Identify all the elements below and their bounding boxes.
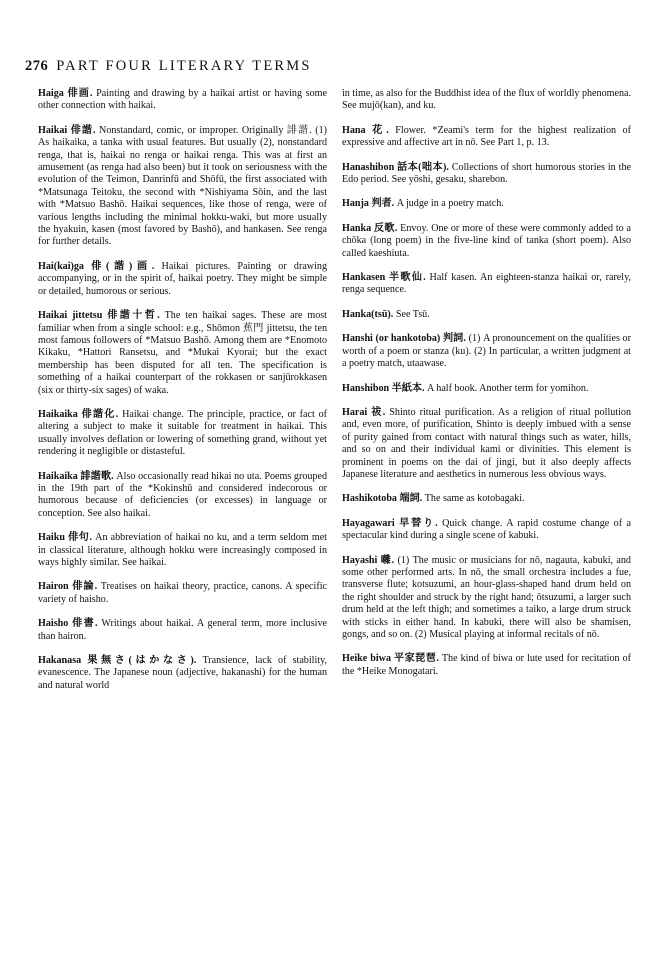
- entry-headword: Hanshi: [342, 333, 373, 345]
- glossary-entry: [38, 532, 327, 569]
- entry-definition: Haikai change. The principle, practice, or fact of altering a subject to make it suitable for treatment in haikai. This usually involves deflation or lowering of something grand, without yet rendering it negligible or distasteful.: [38, 408, 328, 458]
- entry-japanese: 平家琵琶.: [394, 653, 439, 665]
- entry-headword: Haiku: [38, 532, 65, 544]
- entry-japanese: 誹諧歌.: [80, 470, 114, 482]
- entry-definition: The ten haikai sages. These are most familiar when from a single school: e.g., Shōmon 蕉門 jittetsu, the ten most famous followers of *Matsuo Bashō. Among them are *Enomoto Kikaku, *Hattori Ransetsu, and *Mukai Kyorai; but the exact membership has been disputed for all ten. The specification is something of a haikai counterpart of the rokkasen or sanjūrokkasen (six or thirty-six sages) of waka.: [38, 310, 327, 396]
- entry-headword: Hanshibon: [342, 382, 390, 394]
- running-header: [25, 58, 312, 75]
- entry-japanese: 俳諧化.: [81, 408, 119, 420]
- glossary-entry: [342, 493, 631, 505]
- entry-definition: A half book. Another term for yomihon.: [427, 382, 589, 394]
- entry-headword: Hanashibon: [342, 161, 395, 173]
- glossary-entry: [342, 309, 631, 321]
- glossary-entry: [38, 581, 327, 606]
- entry-definition: Shinto ritual purification. As a religion of ritual pollution and, even more, of purification, Shinto is deeply imbued with a sense of purity gained from contact with natural things such as water, hills, and so on and their individual kami or divinities. This element is prominent in poems on the dai of jingi, but it also deeply affects Japanese literature and aesthetics in numerous less obvious ways.: [342, 406, 632, 480]
- entry-headword: Haikaika: [38, 470, 78, 482]
- glossary-entry: [342, 198, 631, 210]
- glossary-entry: [342, 272, 631, 297]
- entry-definition: (1) A pronouncement on the qualities or worth of a poem or stanza (ku). (2) In particular, a written judgment at a poetry match, utaawase.: [342, 333, 631, 370]
- entry-headword: Hanka: [342, 222, 372, 234]
- entry-definition: in time, as also for the Buddhist idea of the flux of worldly phenomena. See mujō(kan), and ku.: [342, 88, 632, 112]
- entry-japanese: 半歌仙.: [389, 272, 426, 284]
- glossary-entry: [342, 653, 631, 678]
- entry-definition: Quick change. A rapid costume change of a spectacular kind during a single scene of kabuki.: [342, 517, 631, 542]
- entry-definition: Haikai pictures. Painting or drawing accompanying, or in the spirit of, haikai poetry. They might be simple or detailed, humorous or serious.: [38, 260, 327, 297]
- entry-definition: Collections of short humorous stories in the Edo period. See yōshi, gesaku, sharebon.: [342, 161, 631, 186]
- glossary-entry: [38, 261, 327, 298]
- glossary-entry: [342, 383, 631, 395]
- glossary-entry: [342, 407, 631, 481]
- entry-japanese: 反歌.: [374, 222, 398, 234]
- right-column: [342, 88, 631, 678]
- left-column: [38, 88, 327, 692]
- glossary-entry: [38, 618, 327, 643]
- page-number: 276: [25, 58, 49, 74]
- entry-definition: Half kasen. An eighteen-stanza haikai or, rarely, renga sequence.: [342, 272, 632, 296]
- glossary-entry: [342, 555, 631, 642]
- glossary-entry: [342, 518, 631, 543]
- entry-definition: Writings about haikai. A general term, more inclusive than hairon.: [38, 618, 327, 642]
- entry-definition: Envoy. One or more of these were commonly added to a chōka (long poem) in the five-line kind of tanka (short poem). Also called kaeshiuta.: [342, 222, 631, 259]
- entry-headword: Hanka(tsū).: [342, 308, 394, 320]
- glossary-entry: [38, 409, 327, 459]
- entry-japanese: 俳句.: [68, 532, 93, 544]
- entry-definition: Treatises on haikai theory, practice, canons. A specific variety of haisho.: [38, 581, 327, 605]
- glossary-entry: [342, 333, 631, 370]
- entry-headword: Haisho: [38, 618, 69, 630]
- entry-definition: Transience, lack of stability, evanescence. The Japanese noun (adjective, hakanashi) for the human and natural world: [38, 655, 327, 691]
- entry-headword: Heike biwa: [342, 653, 391, 665]
- glossary-entry: [38, 655, 327, 692]
- entry-headword: Haiga: [38, 88, 64, 99]
- glossary-entry: [38, 471, 327, 521]
- glossary-entry-continuation: [342, 88, 631, 113]
- entry-japanese: 半紙本.: [391, 382, 425, 394]
- entry-japanese: 話本(咄本).: [397, 161, 449, 173]
- entry-headword: Hayashi: [342, 554, 378, 566]
- entry-definition: Painting and drawing by a haikai artist or having some other connection with haikai.: [38, 88, 327, 112]
- entry-headword: Haikai: [38, 124, 68, 136]
- glossary-entry: [342, 125, 631, 150]
- entry-headword: Hana: [342, 124, 366, 136]
- entry-headword: Hayagawari: [342, 517, 395, 529]
- entry-definition: Nonstandard, comic, or improper. Originally 誹諧. (1) As haikaika, a tanka with usual features. But usually (2), nonstandard renga, that is, haikai no renga or haikai renga. This was at first an amusement (as renga had also been) but it took on seriousness with the evolution of the Teimon, Danrinfū and Shōfū, the first associated with *Matsunaga Teitoku, the second with *Nishiyama Sōin, and the last with *Matsuo Bashō. Haikai sequences, like those of renga, were of various lengths including the minimal hokku-waki, but more usually the hyakuin, kasen (most favored by Bashō), and hankasen. See renga for further details.: [38, 124, 327, 248]
- glossary-entry: [38, 125, 327, 249]
- entry-definition: A judge in a poetry match.: [396, 198, 504, 210]
- entry-japanese: 俳画.: [67, 88, 93, 99]
- entry-definition: Also occasionally read hikai no uta. Poems grouped in the 19th part of the *Kokinshū and considered indecorous or humorous because of deficiencies (or excesses) in language or conception. See also haikai.: [38, 470, 328, 519]
- entry-japanese: 俳諧.: [70, 124, 96, 136]
- entry-japanese: 祓.: [371, 406, 386, 418]
- entry-definition: An abbreviation of haikai no ku, and a term seldom met in classical literature, although hokku were increasingly composed in ways highly similar. See haikai.: [38, 532, 327, 568]
- entry-headword: Hankasen: [342, 272, 386, 284]
- entry-japanese: 俳(諧)画.: [91, 260, 155, 272]
- entry-headword: Hanja: [342, 198, 369, 210]
- entry-japanese: 囃.: [380, 554, 395, 566]
- entry-headword: Hai(kai)ga: [38, 260, 84, 272]
- running-title: PART FOUR LITERARY TERMS: [56, 58, 312, 74]
- entry-definition: The kind of biwa or lute used for recitation of the *Heike Monogatari.: [342, 653, 631, 677]
- entry-japanese: 判者.: [371, 198, 395, 210]
- entry-japanese: 俳諧十哲.: [107, 310, 160, 322]
- entry-headword: Hakanasa: [38, 655, 82, 667]
- glossary-entry: [342, 223, 631, 260]
- entry-headword: Hairon: [38, 581, 69, 593]
- entry-japanese: 俳論.: [72, 581, 98, 593]
- entry-japanese: (or hankotoba) 判詞.: [375, 333, 466, 345]
- entry-japanese: 端詞.: [399, 493, 423, 505]
- entry-japanese: 果無さ(はかなさ).: [87, 655, 197, 667]
- entry-definition: Flower. *Zeami's term for the highest realization of expressive and affective art in nō. See Part 1, p. 13.: [342, 124, 631, 149]
- glossary-entry: [38, 310, 327, 397]
- entry-japanese: 早替り.: [399, 517, 438, 529]
- entry-definition: The same as kotobagaki.: [424, 493, 525, 505]
- entry-definition: (1) The music or musicians for nō, nagauta, kabuki, and some other performed arts. In nō, the small orchestra includes a fue, transverse flute; kotsuzumi, an hour-glass-shaped hand drum held on the right shoulder and struck by the right hand; ōtsuzumi, a larger such drum held at the left thigh; and sometimes a taiko, a large drum struck with sticks in either hand. In kabuki, there will also be shamisen, gongs, and so on. (2) Musical playing at informal recitals of nō.: [342, 554, 631, 640]
- entry-headword: Haikaika: [38, 408, 78, 420]
- entry-headword: Haikai jittetsu: [38, 310, 103, 322]
- entry-headword: Harai: [342, 406, 368, 418]
- entry-definition: See Tsū.: [395, 308, 430, 320]
- glossary-entry: [342, 162, 631, 187]
- entry-japanese: 俳書.: [72, 618, 98, 630]
- glossary-entry: [38, 88, 327, 113]
- entry-japanese: 花.: [372, 124, 389, 136]
- entry-headword: Hashikotoba: [342, 493, 397, 505]
